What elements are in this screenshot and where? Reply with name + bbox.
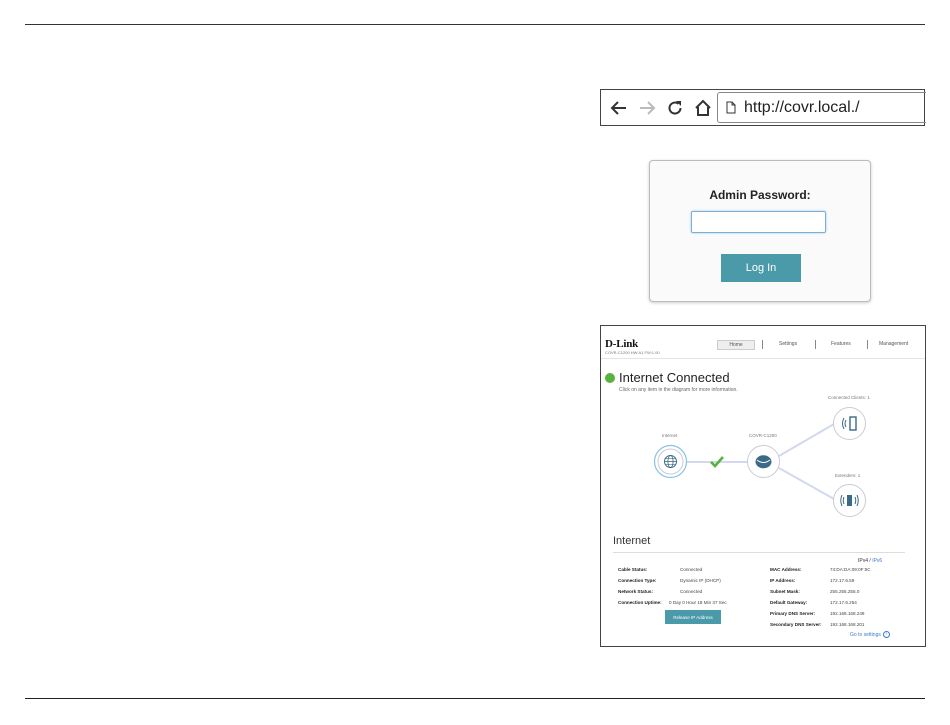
status-subtitle: Click on any item in the diagram for more information.: [619, 387, 738, 393]
kv-key: Cable Status:: [618, 567, 648, 572]
arrow-right-icon: ›: [883, 631, 890, 638]
kv-key: MAC Address:: [770, 567, 802, 572]
kv-value: 255.255.255.0: [830, 589, 860, 594]
ipv4-tab[interactable]: IPv4: [858, 558, 869, 564]
router-dashboard: [600, 325, 926, 647]
network-diagram: [601, 386, 926, 526]
go-to-settings-label: Go to settings: [850, 631, 881, 638]
go-to-settings-link[interactable]: [850, 631, 890, 638]
nav-separator: [815, 340, 816, 349]
login-button[interactable]: Log In: [721, 254, 801, 282]
ipv6-link[interactable]: IPv6: [872, 558, 883, 564]
nav-separator: [867, 340, 868, 349]
kv-value: Dynamic IP (DHCP): [680, 578, 721, 583]
internet-section-title: Internet: [613, 535, 651, 547]
extenders-label: Extenders: 1: [835, 473, 861, 478]
kv-key: Default Gateway:: [770, 600, 808, 605]
reload-button[interactable]: [661, 90, 689, 126]
kv-key: Network Status:: [618, 589, 653, 594]
kv-value: 192.168.168.201: [830, 622, 865, 627]
nav-settings[interactable]: Settings: [779, 341, 798, 347]
client-device-icon[interactable]: [832, 406, 867, 441]
section-divider: [613, 552, 905, 553]
kv-value: 74:DA:DA:09:0F:5C: [830, 567, 871, 572]
release-ip-button[interactable]: Release IP Address: [665, 610, 721, 624]
internet-label: Internet: [662, 433, 678, 438]
router-icon[interactable]: [746, 444, 781, 479]
header-divider: [601, 358, 925, 359]
url-text: http://covr.local./: [744, 98, 860, 116]
dlink-logo: D-Link: [605, 338, 639, 350]
kv-value: 172.17.6.59: [830, 578, 855, 583]
ip-version-switch: [858, 558, 882, 564]
reload-icon: [666, 99, 684, 117]
nav-management[interactable]: Management: [879, 341, 909, 347]
kv-key: Connection Uptime:: [618, 600, 662, 605]
home-icon: [694, 99, 712, 117]
nav-features[interactable]: Features: [831, 341, 851, 347]
connected-check-icon: [710, 456, 724, 468]
kv-value: 192.168.168.249: [830, 611, 865, 616]
kv-value: Connected: [680, 567, 703, 572]
browser-toolbar: [600, 89, 925, 126]
back-arrow-icon: [610, 100, 628, 116]
kv-key: Secondary DNS Server:: [770, 622, 822, 627]
nav-separator: [762, 340, 763, 349]
page-icon: [726, 101, 736, 114]
kv-key: IP Address:: [770, 578, 796, 583]
login-panel: [649, 160, 871, 302]
kv-value: Connected: [680, 589, 703, 594]
admin-password-label: Admin Password:: [709, 188, 811, 202]
internet-globe-icon[interactable]: [653, 444, 688, 479]
ip-version-separator: /: [869, 558, 871, 564]
status-indicator-icon: [605, 373, 615, 383]
status-title: Internet Connected: [619, 370, 730, 385]
forward-button[interactable]: [633, 90, 661, 126]
model-info: COVR-C1200 HW:A1 FW:1.00: [605, 350, 660, 355]
router-label: COVR-C1200: [749, 433, 777, 438]
forward-arrow-icon: [638, 100, 656, 116]
kv-key: Connection Type:: [618, 578, 657, 583]
kv-value: 0 Day 0 Hour 18 Min 37 Sec: [669, 600, 727, 605]
home-button[interactable]: [689, 90, 717, 126]
kv-key: Subnet Mask:: [770, 589, 800, 594]
extender-icon[interactable]: [832, 483, 867, 518]
nav-home[interactable]: Home: [717, 340, 755, 350]
back-button[interactable]: [605, 90, 633, 126]
connected-clients-label: Connected Clients: 1: [828, 395, 870, 400]
address-bar[interactable]: [717, 92, 926, 123]
top-rule: [25, 24, 925, 25]
admin-password-field[interactable]: [691, 211, 826, 233]
kv-key: Primary DNS Server:: [770, 611, 816, 616]
bottom-rule: [25, 698, 925, 699]
kv-value: 172.17.6.254: [830, 600, 857, 605]
